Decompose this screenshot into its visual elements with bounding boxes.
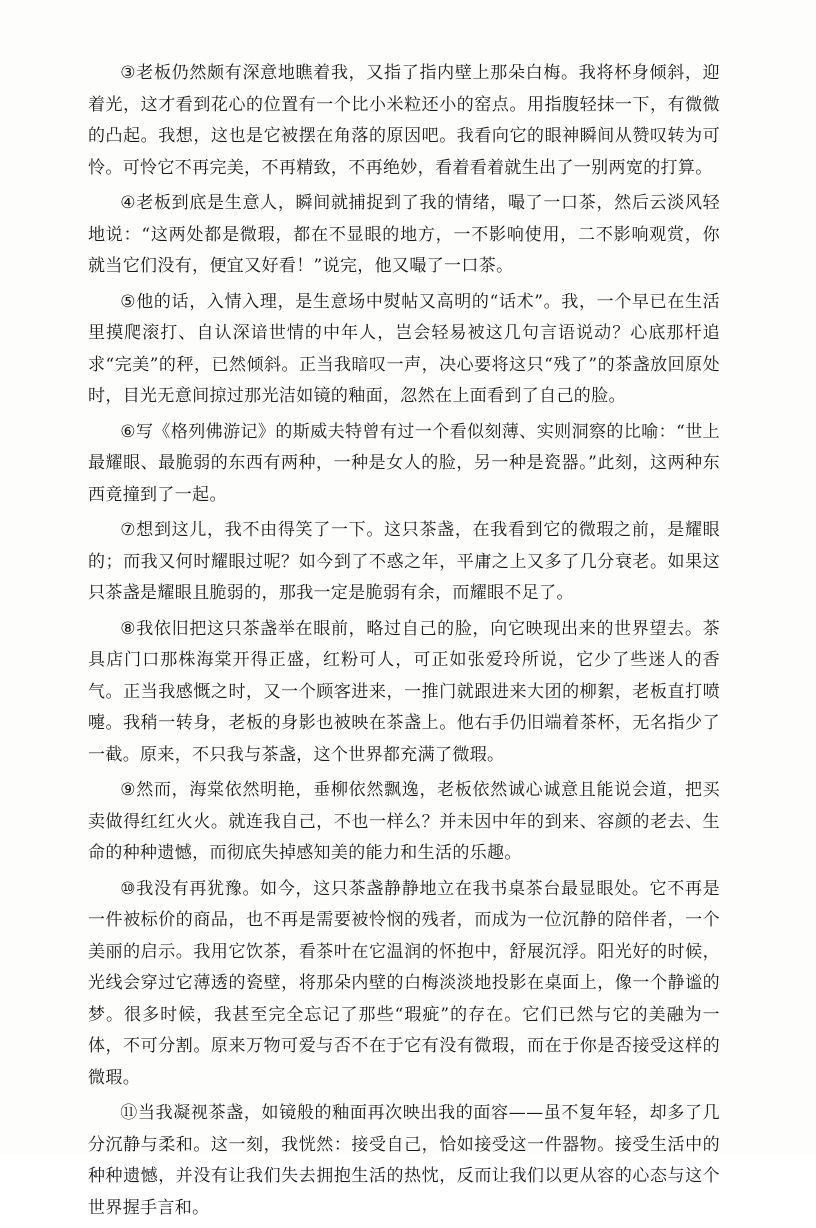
paragraph-9 xyxy=(88,775,720,870)
paragraph-6 xyxy=(88,417,720,512)
paragraph-5 xyxy=(88,287,720,413)
paragraph-number: ⑩ xyxy=(120,878,137,899)
paragraph-text: 他的话，入情入理，是生意场中熨帖又高明的“话术”。我，一个早已在生活里摸爬滚打、自认深谙世情的中年人，岂会轻易被这几句言语说动？心底那杆追求“完美”的秤，已然倾斜。正当我暗叹一声，决心要将这只“残了”的茶盏放回原处时，目光无意间掠过那光洁如镜的釉面，忽然在上面看到了自己的脸。 xyxy=(88,291,721,406)
paragraph-3 xyxy=(88,58,720,184)
paragraph-8 xyxy=(88,614,720,772)
paragraph-text: 老板仍然颇有深意地瞧着我，又指了指内壁上那朵白梅。我将杯身倾斜，迎着光，这才看到花心的位置有一个比小米粒还小的窑点。用指腹轻抹一下，有微微的凸起。我想，这也是它被摆在角落的原因吧。我看向它的眼神瞬间从赞叹转为可怜。可怜它不再完美，不再精致，不再绝妙，看着看着就生出了一别两宽的打算。 xyxy=(88,63,720,178)
paragraph-number: ⑨ xyxy=(120,780,137,800)
article-body xyxy=(88,58,720,1228)
paragraph-text: 我依旧把这只茶盏举在眼前，略过自己的脸，向它映现出来的世界望去。茶具店门口那株海棠开得正盛，红粉可人，可正如张爱玲所说，它少了些迷人的香气。正当我感慨之时，又一个顾客进来，一推门就跟进来大团的柳絮，老板直打喷嚏。我稍一转身，老板的身影也被映在茶盏上。他右手仍旧端着茶杯，无名指少了一截。原来，不只我与茶盏，这个世界都充满了微瑕。 xyxy=(88,618,720,765)
paragraph-number: ⑦ xyxy=(120,520,137,540)
paragraph-7 xyxy=(88,515,720,610)
paragraph-text: 然而，海棠依然明艳，垂柳依然飘逸，老板依然诚心诚意且能说会道，把买卖做得红红火火。就连我自己，不也一样么？并未因中年的到来、容颜的老去、生命的种种遗憾，而彻底失掉感知美的能力和生活的乐趣。 xyxy=(88,780,720,863)
paragraph-11 xyxy=(88,1098,720,1224)
paragraph-text: 当我凝视茶盏，如镜般的釉面再次映出我的面容——虽不复年轻，却多了几分沉静与柔和。这一刻，我恍然：接受自己，恰如接受这一件器物。接受生活中的种种遗憾，并没有让我们失去拥抱生活的热忱，反而让我们以更从容的心态与这个世界握手言和。 xyxy=(88,1103,720,1218)
paragraph-number: ④ xyxy=(120,193,137,213)
paragraph-number: ⑪ xyxy=(120,1103,138,1123)
paragraph-text: 老板到底是生意人，瞬间就捕捉到了我的情绪，嘬了一口茶，然后云淡风轻地说：“这两处都是微瑕，都在不显眼的地方，一不影响使用，二不影响观赏，你就当它们没有，便宜又好看！”说完，他又嘬了一口茶。 xyxy=(88,193,720,276)
paragraph-number: ⑥ xyxy=(120,421,136,442)
paragraph-text: 想到这儿，我不由得笑了一下。这只茶盏，在我看到它的微瑕之前，是耀眼的；而我又何时耀眼过呢？如今到了不惑之年，平庸之上又多了几分衰老。如果这只茶盏是耀眼且脆弱的，那我一定是脆弱有余，而耀眼不足了。 xyxy=(88,520,720,603)
paragraph-number: ⑤ xyxy=(120,291,137,312)
paragraph-number: ⑧ xyxy=(120,618,137,639)
paragraph-4 xyxy=(88,188,720,283)
paragraph-number: ③ xyxy=(120,63,137,83)
paragraph-text: 写《格列佛游记》的斯威夫特曾有过一个看似刻薄、实则洞察的比喻：“世上最耀眼、最脆弱的东西有两种，一种是女人的脸，另一种是瓷器。”此刻，这两种东西竟撞到了一起。 xyxy=(88,421,720,505)
paragraph-10 xyxy=(88,874,720,1095)
paragraph-text: 我没有再犹豫。如今，这只茶盏静静地立在我书桌茶台最显眼处。它不再是一件被标价的商品，也不再是需要被怜悯的残者，而成为一位沉静的陪伴者，一个美丽的启示。我用它饮茶，看茶叶在它温润的怀抱中，舒展沉浮。阳光好的时候，光线会穿过它薄透的瓷壁，将那朵内壁的白梅淡淡地投影在桌面上，像一个静谧的梦。很多时候，我甚至完全忘记了那些“瑕疵”的存在。它们已然与它的美融为一体，不可分割。原来万物可爱与否不在于它有没有微瑕，而在于你是否接受这样的微瑕。 xyxy=(88,878,720,1088)
